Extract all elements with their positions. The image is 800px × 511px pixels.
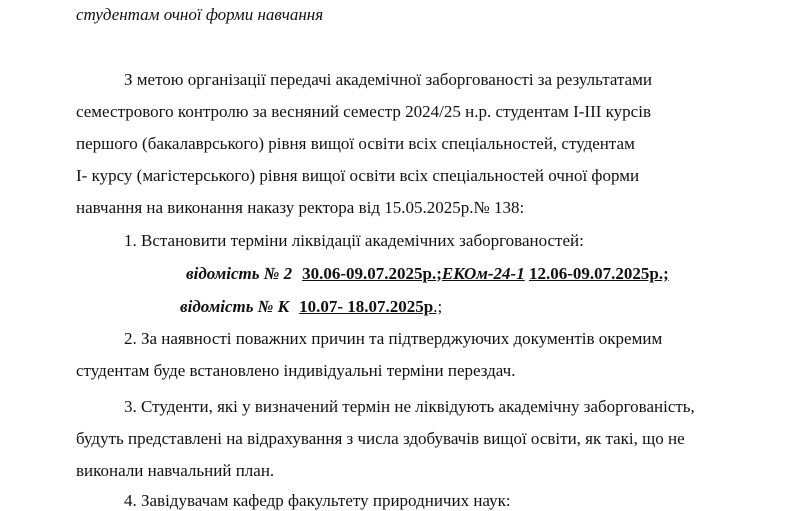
item-1-title: 1. Встановити терміни ліквідації академічних заборгованостей: — [124, 231, 584, 250]
item-2-line-2: студентам буде встановлено індивідуальні терміни перездач. — [76, 361, 516, 380]
intro-line-2: семестрового контролю за весняний семестр 2024/25 н.р. студентам І-ІІІ курсів — [76, 102, 651, 121]
schedule-dates-1: 30.06-09.07.2025р. — [302, 264, 437, 283]
item-3-line-1: 3. Студенти, які у визначений термін не ліквідують академічну заборгованість, — [124, 397, 695, 416]
header-fragment: студентам очної форми навчання — [76, 5, 324, 24]
intro-line-1: З метою організації передачі академічної заборгованості за результатами — [124, 70, 653, 89]
item-3-line-2: будуть представлені на відрахування з числа здобувачів вищої освіти, як такі, що не — [76, 429, 685, 448]
intro-line-4: І- курсу (магістерського) рівня вищої освіти всіх спеціальностей очної форми — [76, 166, 640, 185]
item-4-line-1: 4. Завідувачам кафедр факультету природничих наук: — [124, 491, 511, 510]
schedule-label-1: відомість № 2 — [186, 264, 293, 283]
schedule-separator-1: ; — [436, 264, 442, 283]
item-3-line-3: виконали навчальний план. — [76, 461, 275, 480]
schedule-row-1 — [186, 264, 669, 284]
schedule-extra-label: ЕКОм-24-1 — [441, 264, 525, 283]
schedule-extra-dates: 12.06-09.07.2025р.; — [528, 264, 669, 283]
item-2-line-1: 2. За наявності поважних причин та підтверджуючих документів окремим — [124, 329, 663, 348]
schedule-dates-2: 10.07- 18.07.2025р — [299, 297, 434, 316]
schedule-trailing-2: .; — [433, 297, 443, 316]
schedule-label-2: відомість № К — [180, 297, 290, 316]
schedule-row-2 — [180, 297, 442, 317]
intro-line-5: навчання на виконання наказу ректора від 15.05.2025р.№ 138: — [76, 198, 525, 217]
intro-line-3: першого (бакалаврського) рівня вищої освіти всіх спеціальностей, студентам — [76, 134, 635, 153]
